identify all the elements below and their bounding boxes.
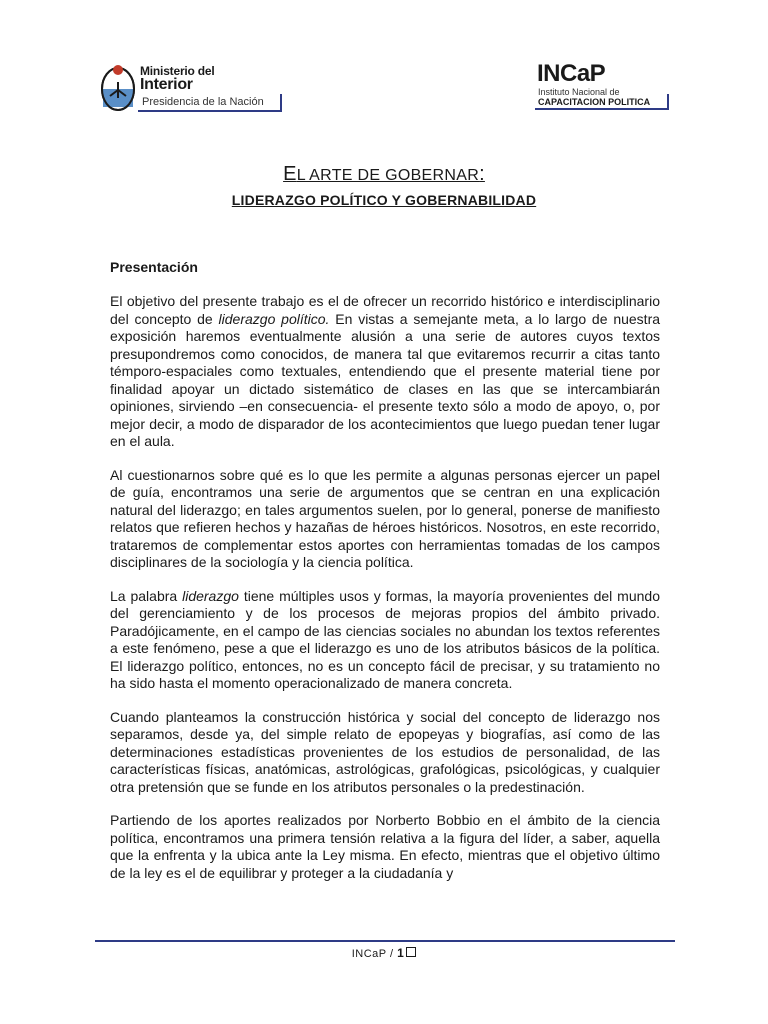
footer-divider xyxy=(95,940,675,942)
ministry-logo xyxy=(100,58,290,118)
incap-subtitle-2: CAPACITACION POLITICA xyxy=(538,97,651,107)
page-number: 1 xyxy=(397,946,405,960)
title-initial: E xyxy=(283,163,297,185)
document-title xyxy=(0,163,768,186)
footer-label: INCaP / xyxy=(351,948,398,960)
paragraph-1-text-b: En vistas a semejante meta, a lo largo de nuestra exposición haremos eventualmente alusión a una serie de autores cuyos textos presupondremos como conocidos, de manera tal que evitaremos recurrir a citas tanto témporo-espaciales como textuales, entendiendo que el presente material tiene por finalidad apoyar un dictado sistemático de clases en las que se intercambiarán opiniones, sirviendo –en consecuencia- el presente texto sólo a modo de apoyo, o, por mejor decir, a modo de disparador de los acontecimientos que luego puedan tener lugar en el aula. xyxy=(110,310,661,449)
paragraph-5: Partiendo de los aportes realizados por Norberto Bobbio en el ámbito de la ciencia política, encontramos una primera tensión relativa a la figura del líder, a saber, aquella que la enfrenta y la ubica ante la Ley misma. En efecto, mientras que el objetivo último de la ley es el de equilibrar y proteger a la ciudadanía y xyxy=(110,812,660,881)
incap-subtitle-1: Instituto Nacional de xyxy=(538,87,620,97)
presidency-label: Presidencia de la Nación xyxy=(142,96,264,108)
paragraph-1 xyxy=(110,293,660,451)
paragraph-3-text-b: tiene múltiples usos y formas, la mayoría provenientes del mundo del gerenciamiento y de los procesos de mejoras propios del ámbito privado. Paradójicamente, en el campo de las ciencias sociales no abundan los textos referentes a este fenómeno, pese a que el liderazgo es uno de los atributos básicos de la política. El liderazgo político, entonces, no es un concepto fácil de precisar, y su tratamiento no ha sido hasta el momento operacionalizado de manera concreta. xyxy=(110,587,660,691)
paragraph-3 xyxy=(110,588,660,693)
document-body xyxy=(110,293,660,882)
ministry-name-line2: Interior xyxy=(140,76,193,93)
document-subtitle: LIDERAZGO POLÍTICO Y GOBERNABILIDAD xyxy=(231,192,537,208)
incap-logo xyxy=(535,60,675,112)
paragraph-3-text-a: La palabra xyxy=(110,587,183,604)
title-colon: : xyxy=(479,163,485,185)
paragraph-3-emphasis: liderazgo xyxy=(182,587,239,604)
paragraph-1-emphasis: liderazgo político. xyxy=(218,310,330,327)
ministry-name-line1: Ministerio del xyxy=(140,64,215,78)
paragraph-2: Al cuestionarnos sobre qué es lo que les permite a algunas personas ejercer un papel de guía, encontramos una serie de argumentos que se centran en una explicación natural del liderazgo; en tales argumentos suelen, por lo general, ponerse de manifiesto relatos que refieren hechos y hazañas de héroes históricos. Nosotros, en este recorrido, trataremos de complementar estos aportes con herramientas tomadas de los campos disciplinares de la sociología y la ciencia política. xyxy=(110,466,660,570)
title-rest: L ARTE DE GOBERNAR xyxy=(296,167,480,184)
section-heading: Presentación xyxy=(110,259,198,275)
coat-of-arms-icon xyxy=(100,62,136,112)
paragraph-1-text-a: El objetivo del presente trabajo es el de ofrecer un recorrido histórico e interdisciplinario del concepto de xyxy=(110,293,660,327)
page-footer xyxy=(0,946,768,960)
paragraph-4: Cuando planteamos la construcción histórica y social del concepto de liderazgo nos separamos, desde ya, del simple relato de epopeyas y biografías, así como de las determinaciones estadísticas provenientes de los estudios de personalidad, de las características físicas, anatómicas, astrológicas, grafológicas, psicológicas, y cualquier otra pretensión que se funde en los atributos personales o la predestinación. xyxy=(110,708,660,795)
checkbox-glyph-icon xyxy=(406,947,416,957)
incap-logo-text: INCaP xyxy=(537,60,606,87)
